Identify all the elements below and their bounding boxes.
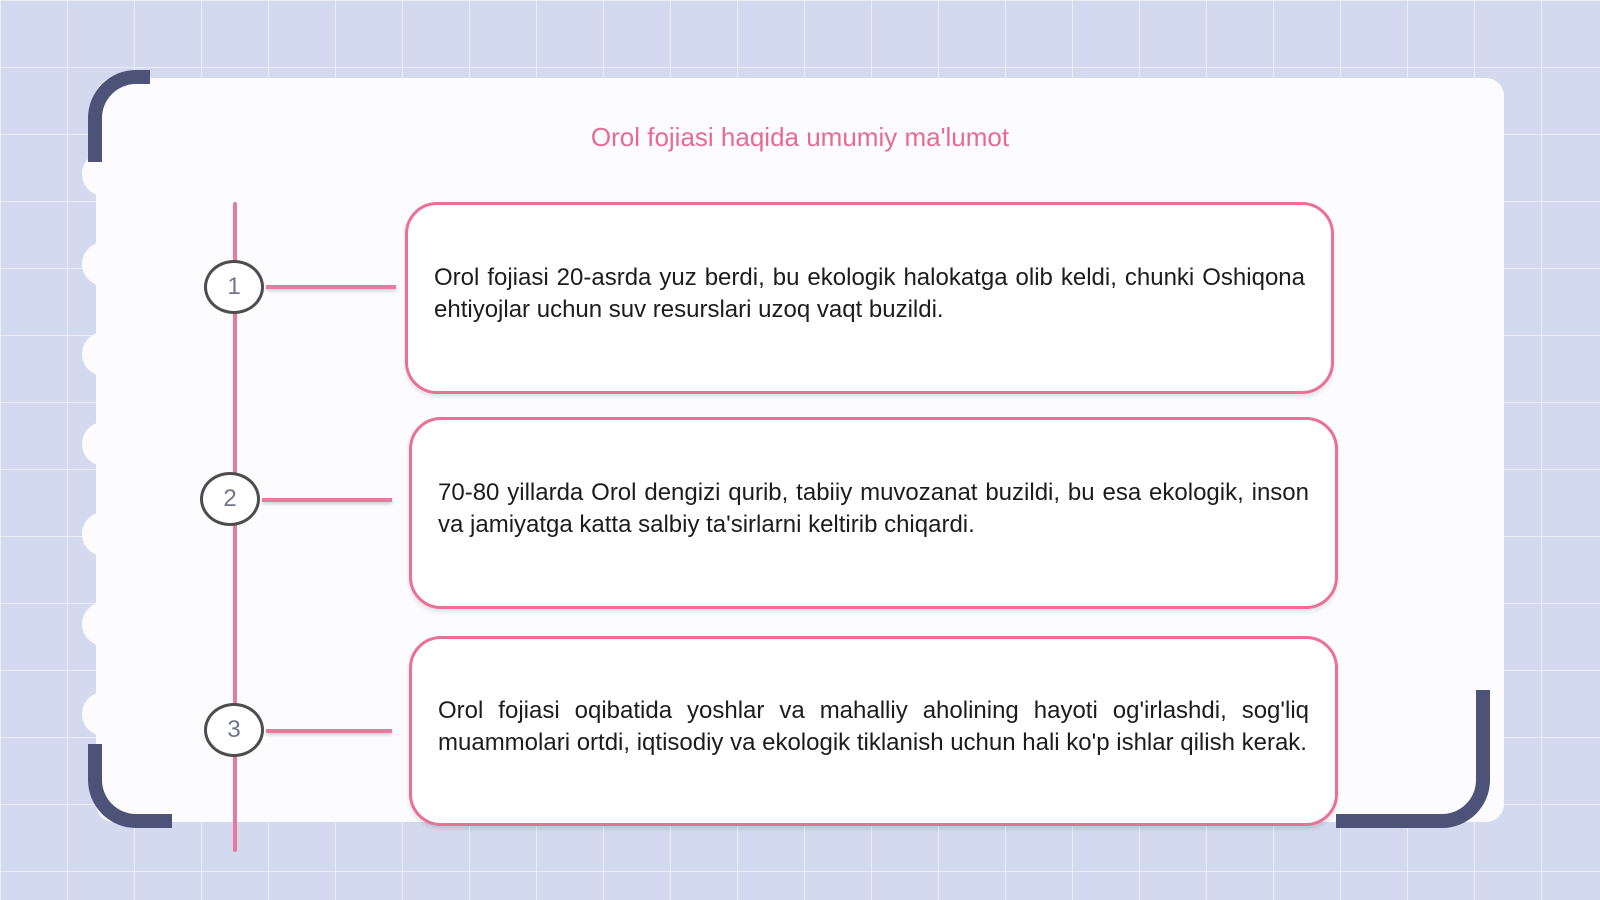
timeline-node-number: 2 <box>223 485 237 512</box>
timeline-card-1 <box>405 202 1334 394</box>
timeline-connector <box>266 729 392 733</box>
paper-edge-bump <box>82 692 126 736</box>
timeline-card-text: Orol fojiasi oqibatida yoshlar va mahalliy aholining hayoti og'irlashdi, sog'liq muammolari ortdi, iqtisodiy va ekologik tiklanish uchun hali ko'p ishlar qilish kerak. <box>438 697 1309 756</box>
timeline-connector <box>266 285 396 289</box>
timeline-node-number: 3 <box>227 716 241 743</box>
paper-edge-bump <box>82 602 126 646</box>
timeline-card-2 <box>409 417 1338 609</box>
timeline-node-3 <box>204 703 264 757</box>
slide-title: Orol fojiasi haqida umumiy ma'lumot <box>590 122 1010 152</box>
timeline-card-3 <box>409 636 1338 826</box>
paper-edge-bump <box>82 512 126 556</box>
timeline-node-number: 1 <box>227 273 241 300</box>
paper-edge-bump <box>82 242 126 286</box>
paper-edge-bump <box>82 422 126 466</box>
timeline-node-1 <box>204 260 264 314</box>
timeline-node-2 <box>200 472 260 526</box>
timeline-card-text: Orol fojiasi 20-asrda yuz berdi, bu ekologik halokatga olib keldi, chunki Oshiqona ehtiyojlar uchun suv resurslari uzoq vaqt buzildi. <box>434 264 1305 323</box>
timeline-card-text: 70-80 yillarda Orol dengizi qurib, tabiiy muvozanat buzildi, bu esa ekologik, inson va jamiyatga katta salbiy ta'sirlarni keltirib chiqardi. <box>438 479 1309 538</box>
paper-edge-bump <box>82 332 126 376</box>
timeline-connector <box>262 498 392 502</box>
frame-corner-bottom-right <box>1336 690 1490 828</box>
